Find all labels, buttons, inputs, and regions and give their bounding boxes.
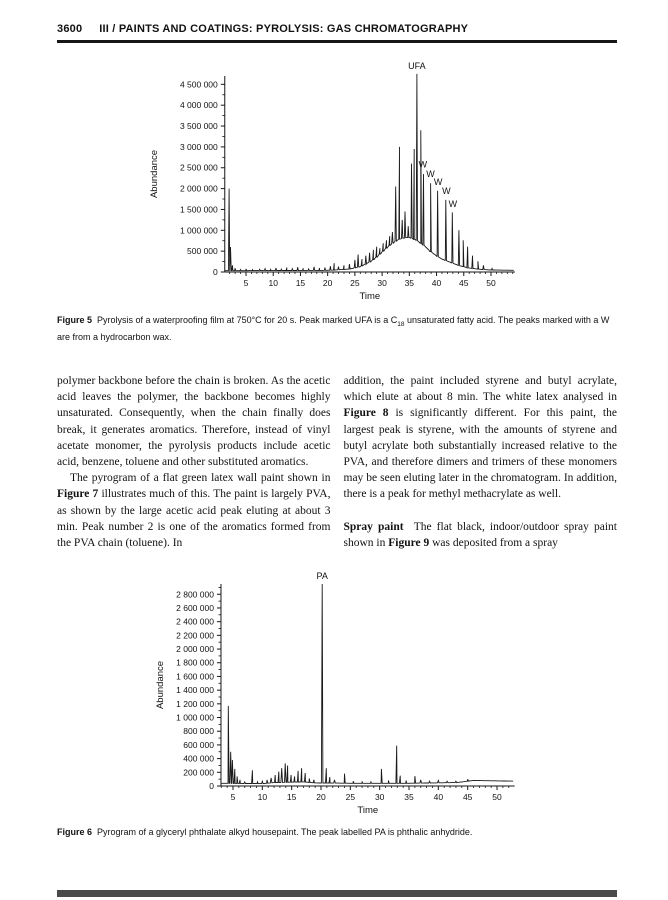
paragraph: addition, the paint included styrene and butyl acrylate, which elute at about 8 min. The white latex analysed in Figure 8 is significantly different. For this paint, the largest peak is styrene, with the amounts of styrene and butyl acrylate both substantially increased relative to the PVA, and therefore dimers and trimers of these monomers may be seen eluting later in the chromatogram. In addition, there is a peak for methyl methacrylate as well. [343,375,617,501]
svg-text:25: 25 [345,792,356,802]
figure5-chart [140,60,550,312]
svg-text:0: 0 [213,267,218,277]
svg-text:40: 40 [431,278,442,288]
header-title: III / PAINTS AND COATINGS: PYROLYSIS: GAS CHROMATOGRAPHY [99,23,469,35]
svg-text:W: W [442,186,451,197]
svg-text:2 800 000: 2 800 000 [176,589,214,600]
svg-text:20: 20 [322,278,333,288]
svg-text:4 000 000: 4 000 000 [179,100,218,111]
svg-text:1 000 000: 1 000 000 [176,712,214,723]
svg-text:3 000 000: 3 000 000 [179,141,218,152]
svg-text:W: W [448,198,458,209]
right-column [344,373,618,551]
svg-text:30: 30 [374,792,385,802]
svg-text:2 400 000: 2 400 000 [176,616,214,627]
svg-text:1 400 000: 1 400 000 [176,685,214,696]
svg-text:50: 50 [492,792,502,802]
body-text [57,373,617,551]
svg-text:600 000: 600 000 [183,739,214,750]
svg-text:1 500 000: 1 500 000 [179,204,218,215]
svg-text:500 000: 500 000 [187,246,218,257]
svg-text:20: 20 [316,792,326,802]
svg-text:5: 5 [230,792,236,802]
svg-text:45: 45 [459,278,469,288]
svg-text:1 000 000: 1 000 000 [179,225,218,236]
svg-text:W: W [418,159,428,170]
svg-text:3 500 000: 3 500 000 [179,121,218,132]
svg-text:30: 30 [377,278,387,288]
paragraph: The pyrogram of a flat green latex wall paint shown in Figure 7 illustrates much of this. The paint is largely PVA, as shown by the large acetic acid peak eluting at about 3 min. Peak number 2 is one of the aromatics formed from the PVA chain (toluene). In [57,472,331,550]
svg-text:2 600 000: 2 600 000 [176,602,214,613]
svg-text:1 600 000: 1 600 000 [176,671,214,682]
svg-text:PA: PA [316,571,328,582]
svg-text:400 000: 400 000 [183,753,214,764]
svg-text:15: 15 [295,278,306,288]
svg-text:UFA: UFA [408,60,426,71]
svg-text:35: 35 [404,278,415,288]
svg-text:25: 25 [350,278,360,288]
svg-text:1 200 000: 1 200 000 [176,698,214,709]
running-header [57,23,617,35]
svg-text:2 000 000: 2 000 000 [179,183,218,194]
svg-text:45: 45 [462,792,473,802]
svg-text:Time: Time [359,291,381,302]
paragraph: Spray paint The flat black, indoor/outdoor spray paint shown in Figure 9 was deposited from a spray [343,520,617,549]
svg-text:W: W [433,176,443,187]
svg-text:5: 5 [243,278,249,288]
header-rule [57,40,617,43]
svg-text:4 500 000: 4 500 000 [179,79,218,90]
svg-text:Abundance: Abundance [155,660,166,710]
svg-text:10: 10 [257,792,268,802]
svg-text:2 500 000: 2 500 000 [179,162,218,173]
svg-text:Abundance: Abundance [149,149,160,199]
paragraph: polymer backbone before the chain is broken. As the acetic acid leaves the polymer, the backbone becomes highly unsaturated. Consequently, when the chain finally does break, it generates aromatics. Therefore, instead of vinyl acetate monomer, the pyrolysis products include acetic acid, benzene, toluene and other substituted aromatics. [57,375,331,469]
svg-text:200 000: 200 000 [183,767,214,778]
svg-text:10: 10 [268,278,278,288]
svg-text:50: 50 [486,278,496,288]
page-number: 3600 [57,23,83,35]
svg-text:Time: Time [357,805,379,816]
left-column [57,373,331,551]
svg-text:W: W [426,168,435,179]
svg-text:800 000: 800 000 [183,726,214,737]
figure5-caption: Figure 5 Pyrolysis of a waterproofing film at 750°C for 20 s. Peak marked UFA is a $C_{18}$ unsaturated fatty acid. The peaks marked with a W are from a hydrocarbon wax. [57,315,610,343]
svg-text:0: 0 [209,781,214,791]
svg-text:15: 15 [286,792,297,802]
svg-text:1 800 000: 1 800 000 [176,657,214,668]
figure6-chart [150,560,560,826]
svg-text:2 000 000: 2 000 000 [176,644,214,655]
figure6-caption: Figure 6 Pyrogram of a glyceryl phthalate alkyd housepaint. The peak labelled PA is phthalic anhydride. [57,827,473,837]
svg-text:35: 35 [404,792,414,802]
svg-text:2 200 000: 2 200 000 [176,630,214,641]
svg-text:40: 40 [433,792,444,802]
footer-bar [57,890,617,897]
